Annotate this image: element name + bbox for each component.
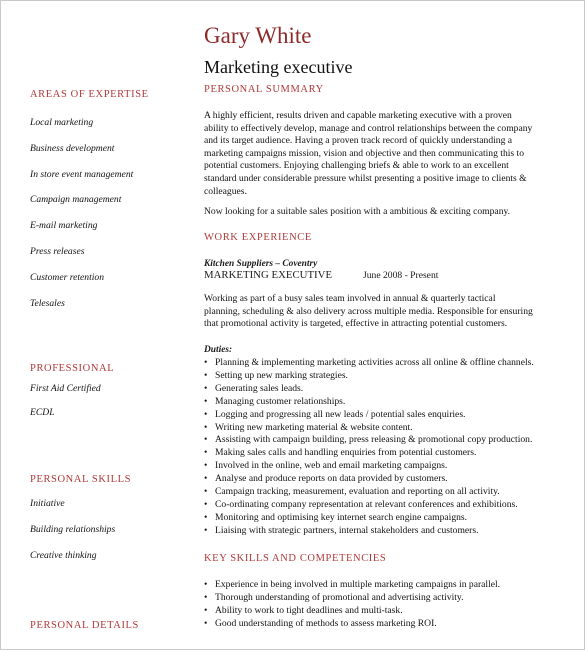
bullet-icon: • — [204, 617, 208, 629]
duty-item-text: Analyse and produce reports on data provided by customers. — [215, 473, 448, 485]
bullet-icon: • — [204, 357, 208, 368]
personal-details-heading: PERSONAL DETAILS — [30, 620, 139, 631]
bullet-icon: • — [204, 408, 208, 420]
personal-skill-item: Creative thinking — [30, 550, 97, 561]
bullet-icon: • — [204, 395, 208, 407]
areas-of-expertise-heading: AREAS OF EXPERTISE — [30, 89, 149, 100]
expertise-item: E-mail marketing — [30, 220, 98, 232]
duty-item — [204, 409, 534, 422]
expertise-item: In store event management — [30, 168, 134, 180]
bullet-icon: • — [204, 382, 208, 394]
employer-name: Kitchen Suppliers – Coventry — [204, 259, 318, 269]
duty-item — [204, 486, 534, 499]
duty-item — [204, 422, 534, 435]
duty-item-text: Setting up new marking strategies. — [215, 369, 348, 381]
work-experience-heading: WORK EXPERIENCE — [204, 232, 312, 243]
bullet-icon: • — [204, 579, 208, 590]
key-skill-item — [204, 618, 500, 631]
duty-item — [204, 525, 534, 538]
key-skill-item-text: Ability to work to tight deadlines and multi-task. — [215, 604, 403, 616]
bullet-icon: • — [204, 591, 208, 603]
duty-item-text: Generating sales leads. — [215, 382, 304, 394]
key-skills-list — [204, 579, 500, 631]
duty-item — [204, 512, 534, 525]
duty-item-text: Logging and progressing all new leads / potential sales enquiries. — [215, 408, 466, 420]
expertise-item: Telesales — [30, 297, 65, 309]
summary-line: ability to effectively develop, manage and control relationships between the company — [204, 122, 533, 134]
bullet-icon: • — [204, 498, 208, 510]
bullet-icon: • — [204, 447, 208, 459]
duty-item — [204, 447, 534, 460]
duty-item-text: Making sales calls and handling enquiries from potential customers. — [215, 447, 477, 459]
bullet-icon: • — [204, 369, 208, 381]
key-skill-item — [204, 579, 500, 592]
key-skills-heading: KEY SKILLS AND COMPETENCIES — [204, 553, 387, 564]
job-description — [204, 293, 572, 331]
expertise-item: Campaign management — [30, 194, 122, 206]
duties-label: Duties: — [204, 345, 233, 355]
job-description-line: Working as part of a busy sales team involved in annual & quarterly tactical — [204, 293, 496, 304]
employment-dates: June 2008 - Present — [363, 270, 439, 281]
summary-line: marketing campaigns mission, vision and objective and then communicating this to — [204, 147, 524, 159]
duty-item — [204, 370, 534, 383]
duty-item-text: Planning & implementing marketing activities across all online & offline channels. — [215, 357, 534, 368]
duty-item — [204, 383, 534, 396]
duty-item-text: Writing new marketing material & website content. — [215, 421, 413, 433]
summary-line: colleagues. — [204, 185, 247, 197]
expertise-item: Customer retention — [30, 271, 104, 283]
key-skill-item — [204, 592, 500, 605]
duty-item — [204, 499, 534, 512]
key-skill-item-text: Experience in being involved in multiple marketing campaigns in parallel. — [215, 579, 501, 590]
summary-line: standard under considerable pressure whilst presenting a positive image to clients & — [204, 172, 527, 184]
bullet-icon: • — [204, 421, 208, 433]
key-skill-item-text: Thorough understanding of promotional and advertising activity. — [215, 591, 464, 603]
expertise-item: Local marketing — [30, 117, 94, 128]
role-title: MARKETING EXECUTIVE — [204, 269, 333, 281]
professional-item: ECDL — [30, 406, 55, 418]
professional-item: First Aid Certified — [30, 383, 101, 394]
bullet-icon: • — [204, 486, 208, 498]
personal-skill-item: Initiative — [30, 498, 65, 509]
summary-paragraph — [204, 110, 572, 198]
candidate-name: Gary White — [204, 23, 312, 48]
duty-item-text: Assisting with campaign building, press releasing & promotional copy production. — [215, 434, 533, 446]
personal-skill-item: Building relationships — [30, 524, 116, 535]
duty-item — [204, 396, 534, 409]
summary-line: potential customers. Enjoying challenging briefs & able to work to an excellent — [204, 160, 509, 172]
summary-looking-line: Now looking for a suitable sales position with a ambitious & exciting company. — [204, 206, 511, 217]
bullet-icon: • — [204, 604, 208, 616]
bullet-icon: • — [204, 511, 208, 523]
duty-item-text: Liaising with strategic partners, internal stakeholders and customers. — [215, 524, 479, 536]
bullet-icon: • — [204, 473, 208, 485]
duty-item-text: Campaign tracking, measurement, evaluation and reporting on all activity. — [215, 486, 500, 498]
summary-line: and its target audience. Having a proven track record of quickly understanding a — [204, 135, 513, 147]
summary-line: A highly efficient, results driven and capable marketing executive with a proven — [204, 110, 512, 121]
personal-summary-heading: PERSONAL SUMMARY — [204, 84, 324, 95]
expertise-item: Press releases — [30, 246, 85, 257]
job-description-line: that promotional activity is targeted, effective in attracting potential customers. — [204, 318, 508, 330]
duty-item-text: Monitoring and optimising key internet search engine campaigns. — [215, 511, 468, 523]
personal-skills-heading: PERSONAL SKILLS — [30, 474, 132, 485]
professional-heading: PROFESSIONAL — [30, 363, 115, 374]
key-skill-item — [204, 605, 500, 618]
duty-item-text: Managing customer relationships. — [215, 395, 346, 407]
duty-item — [204, 434, 534, 447]
bullet-icon: • — [204, 524, 208, 536]
duties-list — [204, 357, 534, 538]
bullet-icon: • — [204, 460, 208, 472]
duty-item-text: Co-ordinating company representation at relevant conferences and exhibitions. — [215, 498, 518, 510]
duty-item-text: Involved in the online, web and email marketing campaigns. — [215, 460, 448, 472]
duty-item — [204, 357, 534, 370]
duty-item — [204, 460, 534, 473]
job-description-line: planning, scheduling & also delivery across multiple media. Responsible for ensuring — [204, 305, 533, 317]
expertise-item: Business development — [30, 142, 115, 154]
bullet-icon: • — [204, 434, 208, 446]
key-skill-item-text: Good understanding of methods to assess marketing ROI. — [215, 617, 437, 629]
job-title: Marketing executive — [204, 57, 353, 77]
duty-item — [204, 473, 534, 486]
